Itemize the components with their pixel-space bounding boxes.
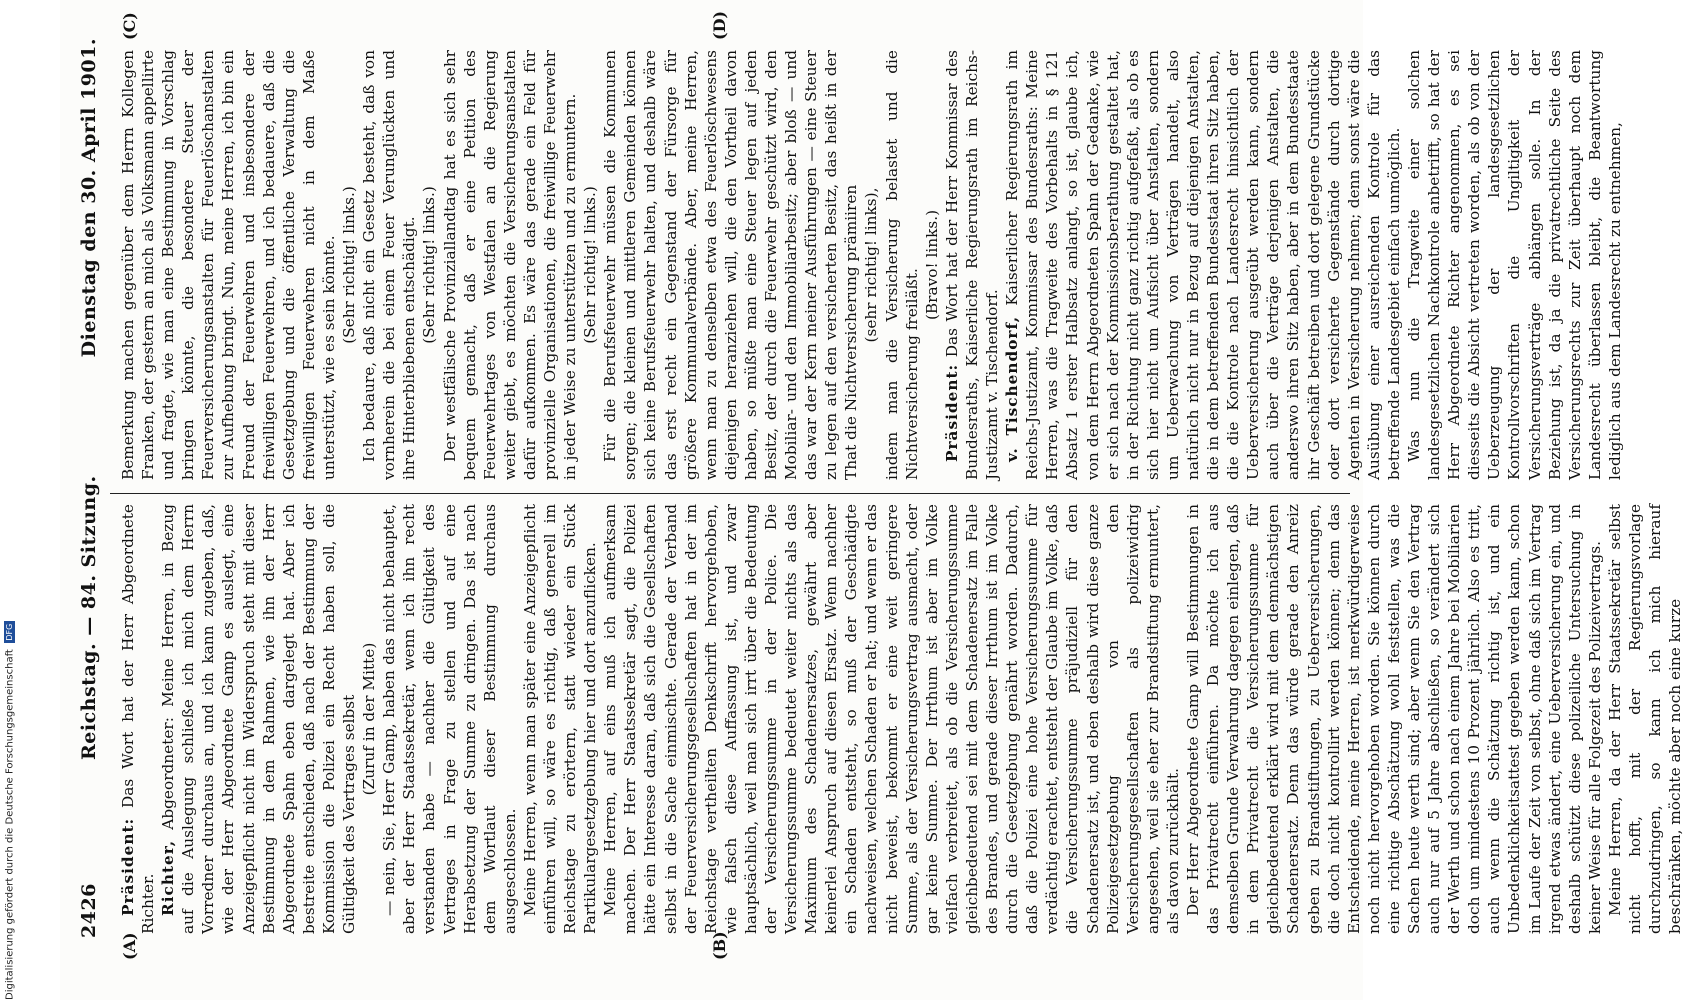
speech-text: Kaiserlicher Regierungsrath im Reichs-Justizamt, Kommissar des Bundesraths: Meine Herren, was die Tragweite des Vorbehalts in § 121 Absatz 1 erster Halbsatz anlangt, so ist, glaube ich, von dem Herrn Abgeordneten Spahn der Gedanke, wie er sich nach der Kommissionsberathung gestaltet hat, in der Richtung nicht ganz richtig aufgefaßt, als ob es sich hier nicht um Aufsicht über Anstalten, sondern um Ueberwachung von Verträgen handelt, also natürlich nicht nur in Bezug auf diejenigen Anstalten, die in dem betreffenden Bundesstaat ihren Sitz haben, die die Kontrole nach Landesrecht hinsichtlich der Ueberversicherung ausgeübt werden kann, sondern auch über die Verträge derjenigen Anstalten, die anderswo ihren Sitz haben, aber in dem Bundesstaate ihr Geschäft betreiben und dort gelegene Grundstücke oder dort versicherte Gegenstände durch dortige Agenten in Versicherung nehmen; denn sonst wäre die Ausübung einer ausreichenden Kontrole für das betreffende Landesgebiet einfach unmöglich.	[1003, 49, 1403, 480]
speaker-name: v. Tischendorf,	[1003, 315, 1022, 462]
interjection	[861, 50, 881, 480]
left-column	[118, 504, 1685, 934]
page-date: Dienstag den 30. April 1901.	[78, 38, 100, 358]
text-paragraph	[1605, 504, 1685, 934]
speech-paragraph	[158, 504, 359, 934]
text-paragraph	[1404, 50, 1625, 480]
text-paragraph	[440, 50, 581, 480]
interjection	[580, 50, 600, 480]
rotated-page	[60, 0, 1685, 1000]
paragraph-text: Der Herr Abgeordnete Gamp will Bestimmungen in das Privatrecht einführen. Da möchte ich aus demselben Grunde Verwahrung dagegen einlegen, daß in dem Privatrecht die Versicherungssumme für gleichbedeutend erklärt wird mit dem demnächstigen Schadenersatz. Denn das würde gerade den Anreiz geben zu Brandstiftungen, zu Ueberversicherungen, die doch nicht kontrollirt werden können; denn das Entscheidende, meine Herren, ist merkwürdigerweise noch nicht hervorgehoben worden. Sie können durch eine richtige Abschätzung wohl feststellen, was die Sachen heute werth sind; aber wenn Sie den Vertrag auch nur auf 5 Jahre abschließen, so verändert sich der Werth und schon nach einem Jahre bei Mobiliarien doch um mindestens 10 Prozent jährlich. Also es tritt, auch wenn die Schätzung richtig ist, und ein Unbedenklichkeitsattest gegeben werden kann, schon im Laufe der Zeit von selbst, ohne daß sich im Vertrag irgend etwas ändert, eine Ueberversicherung ein, und deshalb schützt diese polizeiliche Untersuchung in keiner Weise für alle Folgezeit des Polizeivertrags.	[1183, 504, 1604, 934]
margin-marker-b: (B)	[710, 931, 729, 960]
paragraph-text: Der westfälische Provinziallandtag hat es sich sehr bequem gemacht, daß er eine Petition des Feuerwehrtages von Westfalen an die Regierung weiter giebt, es möchten die Versicherungsanstalten dafür aufkommen. Es wäre das gerade ein Feld für provinzielle Organisationen, die freiwillige Feuerwehr in jeder Weise zu unterstützen und zu ermuntern.	[440, 50, 580, 480]
speaker-name: Präsident:	[942, 363, 961, 462]
paragraph-text: Meine Herren, auf eins muß ich aufmerksam machen. Der Herr Staatssekretär sagt, die Polizei hätte ein Interesse daran, daß sich die Gesellschaften selbst in die Sache einmischte. Gerade der Verband der Feuerversicherungsgesellschaften hat in der im Reichstage vertheilten Denkschrift hervorgehoben, wie falsch diese Auffassung ist, und zwar hauptsächlich, weil man sich irrt über die Bedeutung der Versicherungssumme in der Police. Die Versicherungssumme bedeutet weiter nichts als das Maximum des Schadenersatzes, gewährt aber keinerlei Anspruch auf diesen Ersatz. Wenn nachher ein Schaden entsteht, so muß der Geschädigte nachweisen, welchen Schaden er hat; und wenn er das nicht beweist, bekommt er eine weit geringere Summe, als der Versicherungsvertrag ausmacht, oder gar keine Summe. Der Irrthum ist aber im Volke vielfach verbreitet, als ob die Versicherungssumme gleichbedeutend sei mit dem Schadenersatz im Falle des Brandes, und gerade dieser Irrthum ist im Volke durch die Gesetzgebung genährt worden. Dadurch, daß die Polizei eine hohe Versicherungssumme für verdächtig erachtet, entsteht der Glaube im Volke, daß die Versicherungssumme präjudiziell für den Schadenersatz ist, und eben deshalb wird diese ganze Polizeigesetzgebung von den Versicherungsgesellschaften als polizeiwidrig angesehen, weil sie eher zur Brandstiftung ermuntert, als davon zurückhält.	[601, 504, 1182, 934]
paragraph-text: Was nun die Tragweite einer solchen landesgesetzlichen Nachkontrole anbetrifft, so hat der Herr Abgeordnete Richter angenommen, es sei diesseits die Absicht vertreten worden, als ob von der Ueberzeugung der landesgesetzlichen Kontrollvorschriften die Ungiltigkeit der Versicherungsverträge abhängen solle. In der Beziehung ist, da ja die privatrechtliche Seite des Versicherungsrechts zur Zeit überhaupt noch dem Landesrecht überlassen bleibt, die Beantwortung lediglich aus dem Landesrecht zu entnehmen,	[1405, 50, 1624, 480]
interjection-text: (Zuruf in der Mitte)	[360, 642, 379, 796]
interjection-text: (sehr richtig! links),	[862, 187, 881, 343]
column-divider	[110, 493, 1350, 494]
interjection-text: (Sehr richtig! links.)	[340, 186, 359, 344]
text-paragraph	[118, 50, 339, 480]
margin-marker-a: (A)	[120, 932, 139, 960]
text-paragraph	[882, 50, 922, 480]
interjection-text: (Sehr richtig! links.)	[581, 186, 600, 344]
speaker-name: Präsident:	[119, 817, 137, 916]
paragraph-text: Meine Herren, wenn man später eine Anzeigepflicht einführen will, so wäre es richtig, daß generell im Reichstage zu erörtern, statt wieder ein Stück Partikulargesetzgebung hier und dort anzuflicken.	[520, 504, 600, 934]
speech-paragraph	[942, 50, 1002, 480]
page-title: Reichstag. — 84. Sitzung.	[78, 475, 100, 760]
text-paragraph	[379, 504, 520, 934]
paragraph-text: Ich bedaure, daß nicht ein Gesetz besteht, daß von vornherein die bei einem Feuer Verunglückten und ihre Hinterbliebenen entschädigt.	[360, 50, 419, 480]
text-paragraph	[600, 50, 861, 480]
page-number: 2426	[78, 883, 100, 938]
credit-strip	[0, 0, 20, 1000]
paragraph-text: Meine Herren, da der Herr Staatssekretär selbst nicht hofft, mit der Regierungsvorlage durchzudringen, so kann ich mich hierauf beschränken, möchte aber noch eine kurze	[1605, 504, 1685, 934]
text-paragraph	[520, 504, 600, 934]
page-header	[78, 30, 106, 960]
credit-line	[4, 10, 18, 1000]
speech-text: Das Wort hat der Herr Abgeordnete Richter.	[119, 504, 158, 934]
margin-marker-c: (C)	[120, 12, 139, 40]
interjection-text: (Bravo! links.)	[922, 209, 941, 321]
text-paragraph	[359, 50, 419, 480]
paragraph-text: indem man die Versicherung belastet und die Nichtversicherung freiläßt.	[882, 50, 921, 480]
paragraph-text: — nein, Sie, Herr Gamp, haben das nicht behauptet, aber der Herr Staatssekretär, wenn ich ihn recht verstanden habe — nachher die Gültigkeit des Vertrages in Frage zu stellen und auf eine Herabsetzung der Summe zu dringen. Das ist nach dem Wortlaut dieser Bestimmung durchaus ausgeschlossen.	[380, 504, 519, 934]
dfg-logo: DFG	[4, 621, 15, 643]
credit-text: Digitalisierung gefördert durch die Deutsche Forschungsgemeinschaft	[4, 649, 16, 1000]
interjection	[419, 50, 439, 480]
speaker-name: Richter,	[159, 839, 178, 916]
speech-paragraph	[118, 504, 158, 934]
interjection	[359, 504, 379, 934]
paragraph-text: Für die Berufsfeuerwehr müssen die Kommunen sorgen; die kleinen und mittleren Gemeinden können sich keine Berufsfeuerwehr halten, und deshalb wäre das erst recht ein Gegenstand der Fürsorge für größere Kommunalverbände. Aber, meine Herren, wenn man zu denselben etwa des Feuerlöschwesens diejenigen heranziehen will, die den Vortheil davon haben, so müßte man eine Steuer legen auf jeden Besitz, der durch die Feuerwehr geschützt wird, den Mobiliar- und den Immobiliarbesitz; aber bloß — und das war der Kern meiner Ausführungen — eine Steuer zu legen auf den versicherten Besitz, das heißt in der That die Nichtversicherung prämiiren	[601, 50, 861, 480]
speech-text: Abgeordneter: Meine Herren, in Bezug auf die Auslegung schließe ich mich dem Herrn Vorredner durchaus an, und ich kann zugeben, daß, wie der Herr Abgeordnete Gamp es auslegt, eine Anzeigepflicht nicht im Widerspruch steht mit dieser Bestimmung in dem Rahmen, wie ihn der Herr Abgeordnete Spahn eben dargelegt hat. Aber ich bestreite entschieden, daß nach der Bestimmung der Kommission die Polizei ein Recht haben soll, die Gültigkeit des Vertrages selbst	[159, 504, 359, 934]
speech-text: Das Wort hat der Herr Kommissar des Bundesraths, Kaiserliche Regierungsrath im Reichs-Justizamt v. Tischendorf.	[942, 50, 1002, 480]
right-column	[118, 49, 1624, 480]
interjection	[339, 50, 359, 480]
margin-marker-d: (D)	[710, 10, 729, 40]
interjection	[922, 50, 942, 480]
speech-paragraph	[1002, 50, 1404, 480]
paragraph-text: Bemerkung machen gegenüber dem Herrn Kollegen Franken, der gestern an mich als Volksmann appellirte und fragte, wie man eine Bestimmung in Vorschlag bringen könnte, die besondere Steuer der Feuerversicherungsanstalten für Feuerlöschanstalten zur Aufhebung bringt. Nun, meine Herren, ich bin ein Freund der Feuerwehren und insbesondere der freiwilligen Feuerwehren, und ich bedauere, daß die Gesetzgebung und die öffentliche Verwaltung die freiwilligen Feuerwehren nicht in dem Maße unterstützt, wie es sein könnte.	[119, 50, 338, 480]
text-paragraph	[600, 504, 1183, 934]
text-paragraph	[1183, 504, 1605, 934]
interjection-text: (Sehr richtig! links.)	[420, 186, 439, 344]
